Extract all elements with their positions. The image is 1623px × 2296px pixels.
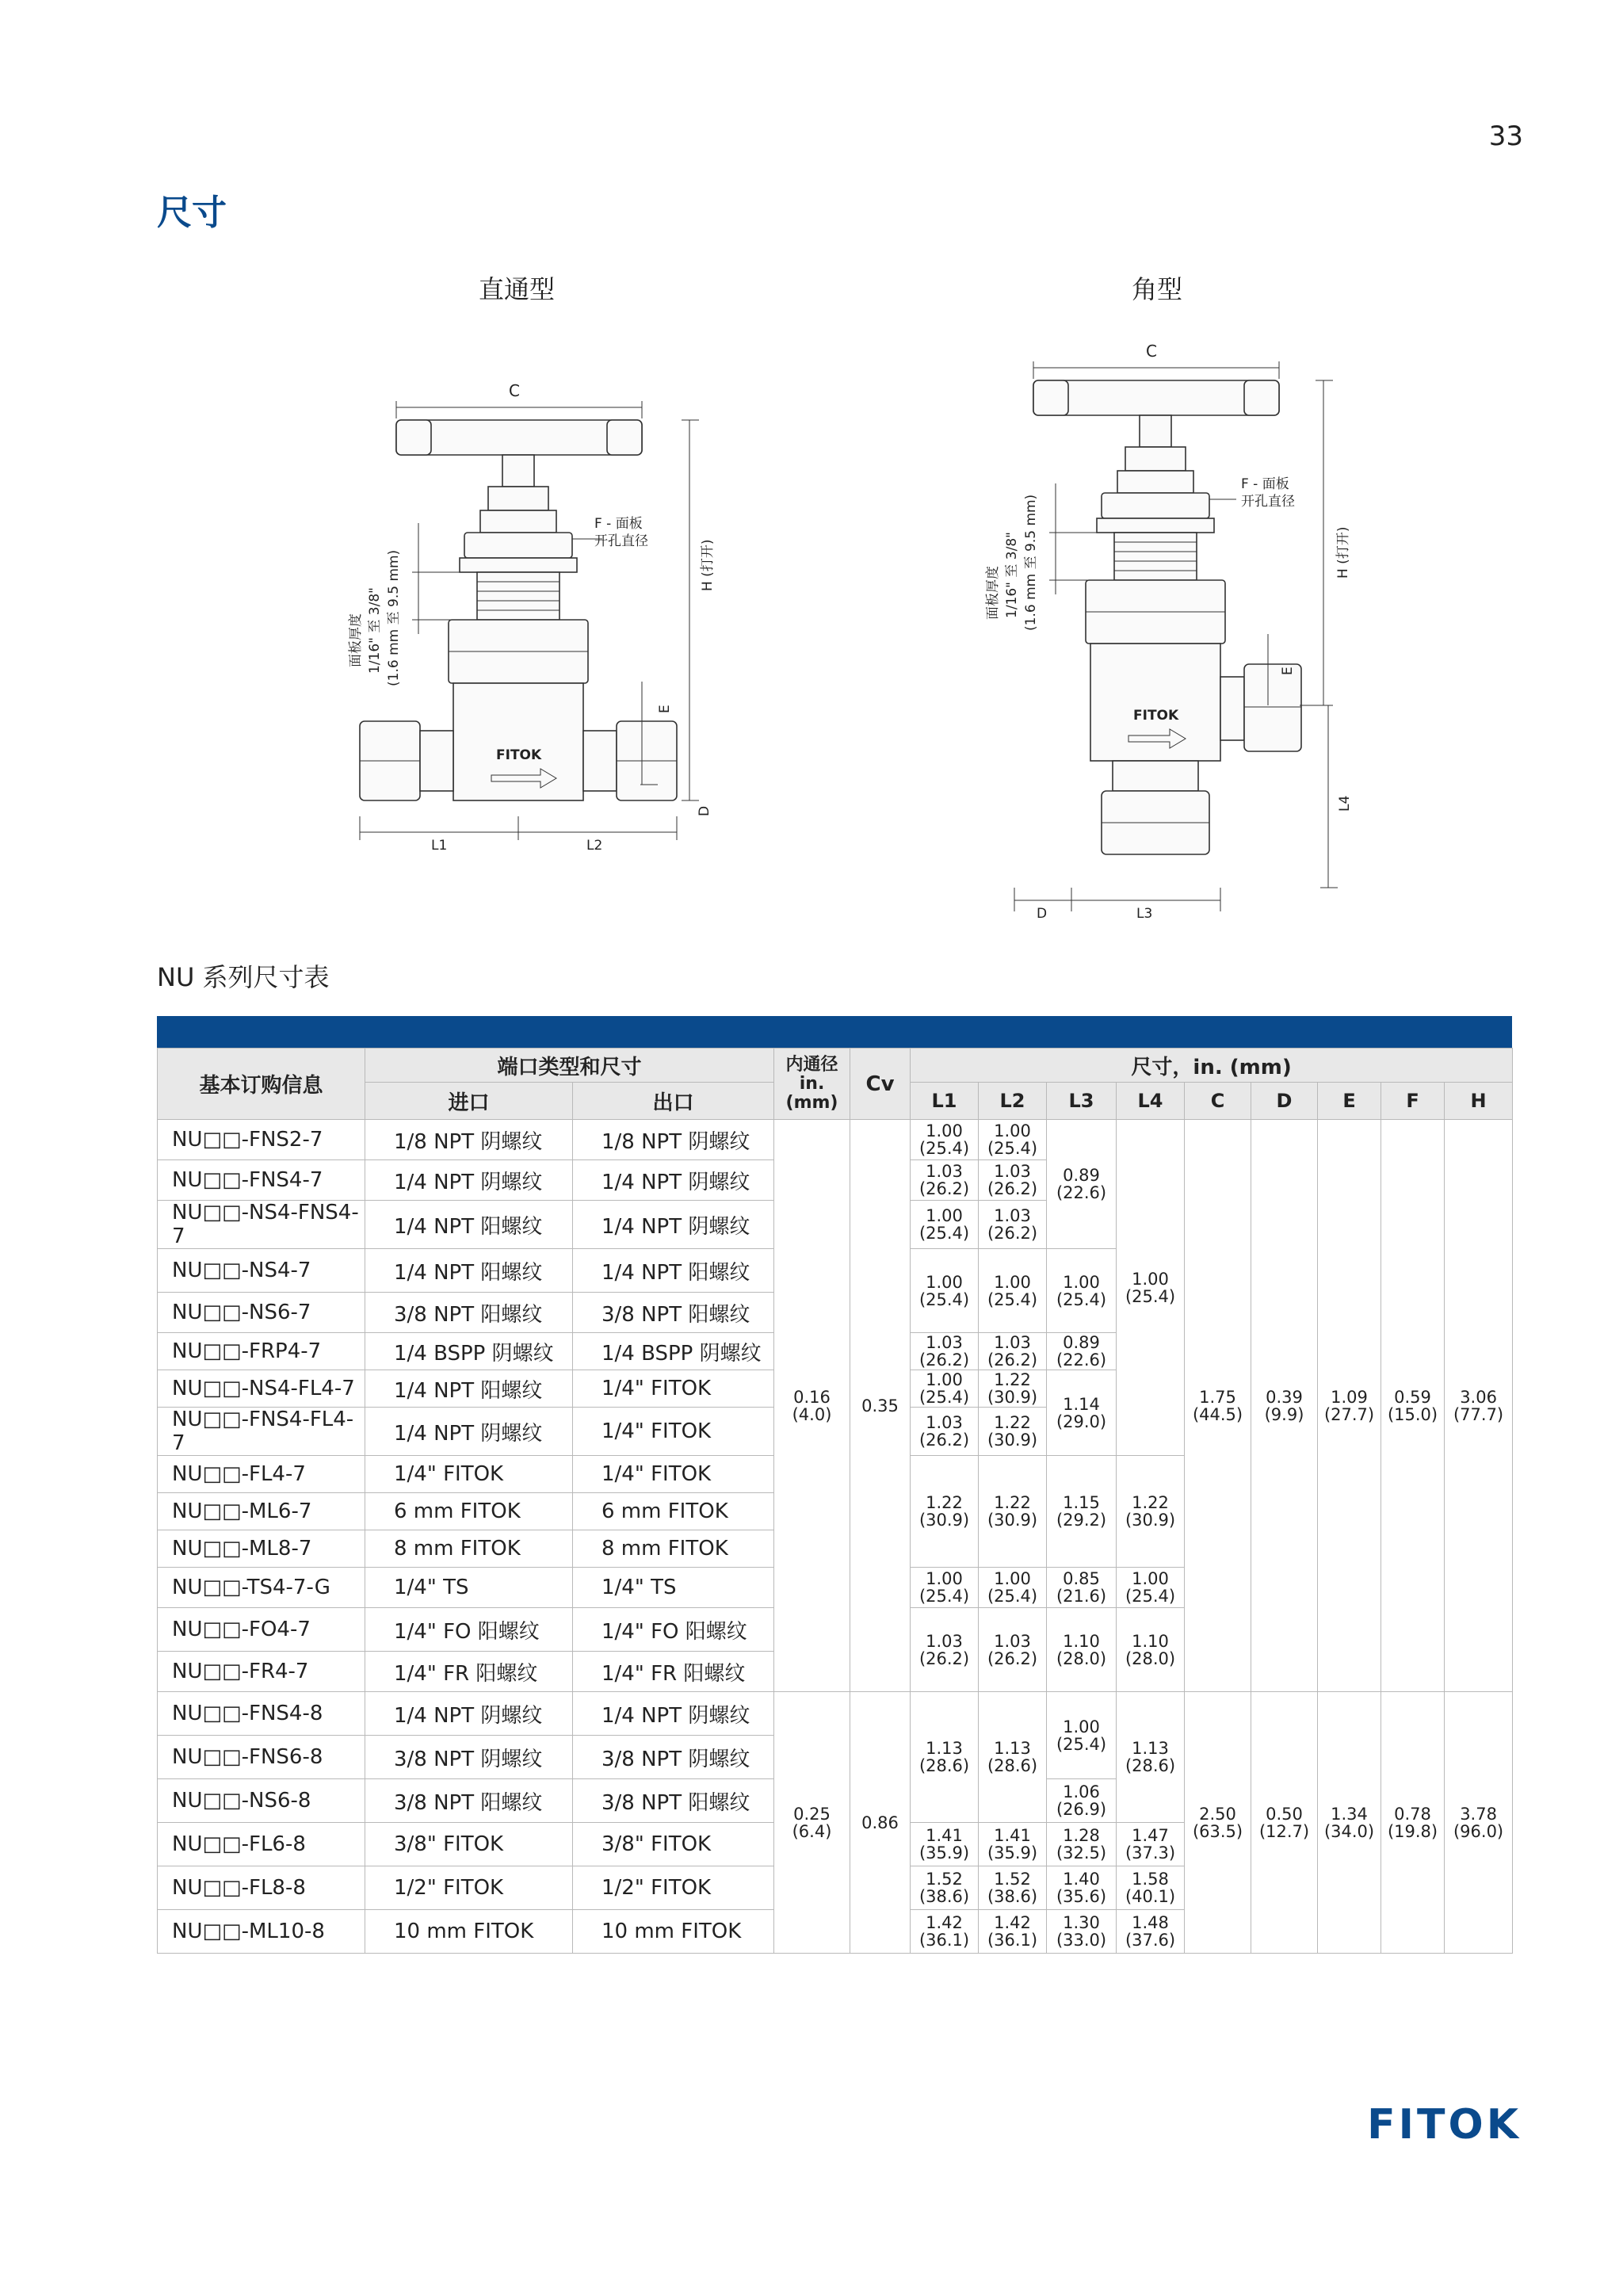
dim-h: H (打开) (1335, 526, 1351, 579)
cell-inlet: 10 mm FITOK (365, 1910, 573, 1954)
l2-in: 1.03 (994, 1206, 1031, 1225)
l2-mm: (35.9) (987, 1843, 1038, 1862)
l1-mm: (28.6) (918, 1756, 970, 1775)
cell-order: NU□□-FR4-7 (158, 1652, 365, 1692)
panel-thickness-line2: 1/16" 至 3/8" (367, 587, 383, 674)
cell-l2 (979, 1823, 1047, 1866)
cell-l4 (1117, 1608, 1185, 1692)
cell-l3 (1047, 1249, 1117, 1333)
cell-d-g7 (1251, 1120, 1318, 1692)
cell-l2 (979, 1692, 1047, 1823)
l4-in: 1.00 (1132, 1569, 1169, 1588)
cell-order: NU□□-NS4-FL4-7 (158, 1370, 365, 1408)
header-orifice (774, 1049, 850, 1120)
l4-mm: (25.4) (1125, 1286, 1176, 1306)
panel-thickness-line1: 面板厚度 (348, 613, 364, 667)
l2-mm: (26.2) (987, 1648, 1038, 1668)
l1-in: 1.00 (926, 1370, 963, 1389)
body-brand: FITOK (496, 747, 542, 763)
f-mm: (15.0) (1387, 1404, 1438, 1424)
straight-diagram-title: 直通型 (479, 274, 556, 304)
header-e: E (1318, 1083, 1381, 1120)
l2-mm: (36.1) (987, 1931, 1038, 1950)
l4-in: 1.13 (1132, 1739, 1169, 1758)
cell-inlet: 6 mm FITOK (365, 1493, 573, 1530)
cell-l1 (911, 1866, 979, 1910)
cell-l3 (1047, 1456, 1117, 1568)
l3-mm: (21.6) (1056, 1587, 1107, 1606)
cell-inlet: 1/4" FITOK (365, 1456, 573, 1493)
cell-l4 (1117, 1456, 1185, 1568)
cell-orifice-g8 (774, 1692, 850, 1954)
cell-outlet: 1/4 NPT 阴螺纹 (573, 1201, 774, 1249)
cell-l2 (979, 1866, 1047, 1910)
c-mm: (63.5) (1192, 1821, 1243, 1841)
cell-outlet: 1/4" TS (573, 1568, 774, 1608)
cell-e-g8 (1318, 1692, 1381, 1954)
cell-outlet: 6 mm FITOK (573, 1493, 774, 1530)
l2-mm: (38.6) (987, 1887, 1038, 1906)
cell-h-g8 (1445, 1692, 1513, 1954)
l2-mm: (30.9) (987, 1388, 1038, 1407)
l1-in: 1.03 (926, 1162, 963, 1181)
cell-l4 (1117, 1120, 1185, 1456)
dim-e: E (657, 705, 673, 713)
cell-l4 (1117, 1568, 1185, 1608)
l3-in: 0.85 (1063, 1569, 1100, 1588)
cell-l3 (1047, 1823, 1117, 1866)
l2-in: 1.00 (994, 1272, 1031, 1292)
l2-in: 1.42 (994, 1913, 1031, 1932)
cell-l1 (911, 1370, 979, 1408)
l3-mm: (22.6) (1056, 1350, 1107, 1370)
l3-mm: (35.6) (1056, 1887, 1107, 1906)
cell-order: NU□□-FL8-8 (158, 1866, 365, 1910)
h-mm: (96.0) (1453, 1821, 1504, 1841)
l2-mm: (30.9) (987, 1511, 1038, 1530)
l4-mm: (28.0) (1125, 1648, 1176, 1668)
cell-l1 (911, 1249, 979, 1333)
cell-l1 (911, 1201, 979, 1249)
cell-outlet: 3/8" FITOK (573, 1823, 774, 1866)
l3-in: 1.00 (1063, 1272, 1100, 1292)
cell-outlet: 1/4" FO 阳螺纹 (573, 1608, 774, 1652)
angle-valve-diagram (983, 333, 1363, 919)
l1-in: 1.00 (926, 1121, 963, 1140)
header-port: 端口类型和尺寸 (365, 1049, 774, 1083)
l1-mm: (36.1) (918, 1931, 970, 1950)
dimension-table-container (157, 1016, 1512, 1954)
l2-mm: (25.4) (987, 1587, 1038, 1606)
l2-mm: (26.2) (987, 1350, 1038, 1370)
cell-order: NU□□-ML6-7 (158, 1493, 365, 1530)
l1-in: 1.22 (926, 1493, 963, 1512)
orifice-mm: (4.0) (792, 1404, 832, 1424)
l1-in: 1.00 (926, 1206, 963, 1225)
l3-mm: (29.2) (1056, 1511, 1107, 1530)
l1-mm: (25.4) (918, 1289, 970, 1309)
cell-inlet: 1/4 NPT 阳螺纹 (365, 1201, 573, 1249)
header-l4: L4 (1117, 1083, 1185, 1120)
l3-mm: (32.5) (1056, 1843, 1107, 1862)
l4-in: 1.00 (1132, 1269, 1169, 1289)
l4-in: 1.48 (1132, 1913, 1169, 1932)
l3-in: 1.28 (1063, 1826, 1100, 1845)
e-mm: (34.0) (1323, 1821, 1375, 1841)
table-row (158, 1692, 1513, 1736)
cell-l1 (911, 1408, 979, 1456)
cell-inlet: 3/8 NPT 阴螺纹 (365, 1736, 573, 1779)
cell-order: NU□□-FNS4-FL4-7 (158, 1408, 365, 1456)
cell-l2 (979, 1333, 1047, 1370)
cell-outlet: 3/8 NPT 阴螺纹 (573, 1736, 774, 1779)
cell-inlet: 1/4 NPT 阴螺纹 (365, 1408, 573, 1456)
cell-order: NU□□-NS6-8 (158, 1779, 365, 1823)
l3-mm: (28.0) (1056, 1648, 1107, 1668)
cell-cv-g7: 0.35 (850, 1120, 911, 1692)
cell-l1 (911, 1910, 979, 1954)
l3-in: 1.40 (1063, 1870, 1100, 1889)
cell-d-g8 (1251, 1692, 1318, 1954)
l1-in: 1.03 (926, 1631, 963, 1651)
l2-mm: (26.2) (987, 1179, 1038, 1198)
header-h: H (1445, 1083, 1513, 1120)
l3-in: 1.15 (1063, 1493, 1100, 1512)
l1-in: 1.52 (926, 1870, 963, 1889)
cell-l1 (911, 1160, 979, 1201)
l1-mm: (26.2) (918, 1350, 970, 1370)
cell-inlet: 1/4 NPT 阴螺纹 (365, 1160, 573, 1201)
angle-diagram-title: 角型 (1132, 274, 1183, 304)
header-inlet: 进口 (365, 1083, 573, 1120)
l2-mm: (26.2) (987, 1224, 1038, 1243)
cell-f-g8 (1381, 1692, 1445, 1954)
cell-c-g7 (1185, 1120, 1251, 1692)
body-brand: FITOK (1133, 708, 1179, 724)
cell-outlet: 1/4" FR 阳螺纹 (573, 1652, 774, 1692)
cell-l3 (1047, 1608, 1117, 1692)
cell-order: NU□□-ML10-8 (158, 1910, 365, 1954)
header-orifice-line1: 内通径 (785, 1054, 838, 1075)
dim-c: C (1146, 342, 1157, 361)
l1-mm: (38.6) (918, 1887, 970, 1906)
cell-outlet: 3/8 NPT 阳螺纹 (573, 1293, 774, 1333)
cell-l2 (979, 1408, 1047, 1456)
cell-outlet: 1/4" FITOK (573, 1456, 774, 1493)
dim-l2: L2 (586, 838, 603, 854)
l4-mm: (37.3) (1125, 1843, 1176, 1862)
l1-in: 1.03 (926, 1413, 963, 1432)
cell-inlet: 8 mm FITOK (365, 1530, 573, 1568)
cell-outlet: 1/4 NPT 阳螺纹 (573, 1249, 774, 1293)
table-title: NU 系列尺寸表 (157, 962, 330, 992)
header-dims: 尺寸，in. (mm) (911, 1049, 1513, 1083)
cell-inlet: 1/4 NPT 阳螺纹 (365, 1370, 573, 1408)
cell-l2 (979, 1608, 1047, 1692)
cell-order: NU□□-TS4-7-G (158, 1568, 365, 1608)
l2-mm: (25.4) (987, 1289, 1038, 1309)
cell-order: NU□□-FNS6-8 (158, 1736, 365, 1779)
cell-h-g7 (1445, 1120, 1513, 1692)
cell-e-g7 (1318, 1120, 1381, 1692)
cell-l2 (979, 1568, 1047, 1608)
label-f-line1: F - 面板 (1241, 476, 1289, 492)
cell-l4 (1117, 1910, 1185, 1954)
f-in: 0.78 (1394, 1804, 1431, 1824)
cell-inlet: 1/4 BSPP 阴螺纹 (365, 1333, 573, 1370)
l3-mm: (22.6) (1056, 1183, 1107, 1202)
l3-in: 1.14 (1063, 1394, 1100, 1414)
l1-mm: (26.2) (918, 1648, 970, 1668)
c-in: 2.50 (1199, 1804, 1236, 1824)
cell-l3 (1047, 1910, 1117, 1954)
l2-in: 1.41 (994, 1826, 1031, 1845)
cell-inlet: 1/4" FO 阳螺纹 (365, 1608, 573, 1652)
fitok-logo: FITOK (1367, 2101, 1522, 2149)
cell-l1 (911, 1823, 979, 1866)
cell-inlet: 3/8 NPT 阳螺纹 (365, 1779, 573, 1823)
l2-mm: (25.4) (987, 1139, 1038, 1158)
l3-in: 1.30 (1063, 1913, 1100, 1932)
orifice-in: 0.25 (793, 1804, 831, 1824)
f-mm: (19.8) (1387, 1821, 1438, 1841)
h-in: 3.06 (1460, 1387, 1497, 1407)
l3-mm: (29.0) (1056, 1412, 1107, 1431)
cell-outlet: 1/4 BSPP 阴螺纹 (573, 1333, 774, 1370)
dim-l1: L1 (431, 838, 448, 854)
f-in: 0.59 (1394, 1387, 1431, 1407)
cell-outlet: 1/4 NPT 阴螺纹 (573, 1692, 774, 1736)
header-l3: L3 (1047, 1083, 1117, 1120)
cell-order: NU□□-FO4-7 (158, 1608, 365, 1652)
h-mm: (77.7) (1453, 1404, 1504, 1424)
l2-in: 1.00 (994, 1569, 1031, 1588)
cell-inlet: 1/4" FR 阳螺纹 (365, 1652, 573, 1692)
l1-mm: (30.9) (918, 1511, 970, 1530)
orifice-mm: (6.4) (792, 1821, 832, 1841)
l2-mm: (30.9) (987, 1431, 1038, 1450)
l3-in: 0.89 (1063, 1333, 1100, 1352)
cell-l1 (911, 1120, 979, 1160)
d-in: 0.50 (1266, 1804, 1303, 1824)
label-f-line2: 开孔直径 (1241, 494, 1295, 510)
cell-l2 (979, 1201, 1047, 1249)
l3-in: 0.89 (1063, 1166, 1100, 1185)
d-mm: (12.7) (1258, 1821, 1310, 1841)
l2-in: 1.03 (994, 1333, 1031, 1352)
l1-mm: (25.4) (918, 1388, 970, 1407)
l2-mm: (28.6) (987, 1756, 1038, 1775)
cell-l3 (1047, 1120, 1117, 1249)
page-number: 33 (1488, 120, 1523, 152)
l2-in: 1.22 (994, 1493, 1031, 1512)
cell-order: NU□□-FNS4-8 (158, 1692, 365, 1736)
l1-in: 1.00 (926, 1272, 963, 1292)
cell-orifice-g7 (774, 1120, 850, 1692)
l2-in: 1.03 (994, 1162, 1031, 1181)
cell-l3 (1047, 1692, 1117, 1779)
cell-l3 (1047, 1370, 1117, 1456)
d-mm: (9.9) (1264, 1404, 1304, 1424)
l2-in: 1.13 (994, 1739, 1031, 1758)
cell-cv-g8: 0.86 (850, 1692, 911, 1954)
cell-l3 (1047, 1779, 1117, 1823)
cell-l1 (911, 1456, 979, 1568)
l1-mm: (35.9) (918, 1843, 970, 1862)
cell-l2 (979, 1160, 1047, 1201)
cell-l1 (911, 1608, 979, 1692)
l4-mm: (40.1) (1125, 1887, 1176, 1906)
cell-order: NU□□-FRP4-7 (158, 1333, 365, 1370)
l4-mm: (25.4) (1125, 1587, 1176, 1606)
cell-outlet: 1/8 NPT 阴螺纹 (573, 1120, 774, 1160)
l1-in: 1.13 (926, 1739, 963, 1758)
l4-in: 1.10 (1132, 1631, 1169, 1651)
dim-e: E (1280, 667, 1296, 675)
section-title: 尺寸 (157, 193, 227, 233)
cell-l3 (1047, 1866, 1117, 1910)
header-cv: Cv (850, 1049, 911, 1120)
cell-outlet: 1/4 NPT 阴螺纹 (573, 1160, 774, 1201)
cell-order: NU□□-NS4-7 (158, 1249, 365, 1293)
l3-mm: (25.4) (1056, 1734, 1107, 1754)
l1-mm: (25.4) (918, 1139, 970, 1158)
l4-mm: (30.9) (1125, 1511, 1176, 1530)
l1-in: 1.41 (926, 1826, 963, 1845)
l4-mm: (28.6) (1125, 1756, 1176, 1775)
cell-l4 (1117, 1692, 1185, 1823)
l2-in: 1.22 (994, 1370, 1031, 1389)
l3-in: 1.00 (1063, 1717, 1100, 1736)
dimension-table (157, 1048, 1513, 1954)
header-order: 基本订购信息 (158, 1049, 365, 1120)
cell-order: NU□□-FL4-7 (158, 1456, 365, 1493)
cell-outlet: 1/2" FITOK (573, 1866, 774, 1910)
cell-inlet: 1/4" TS (365, 1568, 573, 1608)
dim-d: D (697, 805, 712, 816)
header-orifice-line2: in.(mm) (785, 1073, 838, 1113)
l4-in: 1.22 (1132, 1493, 1169, 1512)
cell-l4 (1117, 1866, 1185, 1910)
cell-l3 (1047, 1568, 1117, 1608)
table-header-bar (157, 1016, 1512, 1048)
cell-l2 (979, 1249, 1047, 1333)
l1-in: 1.03 (926, 1333, 963, 1352)
cell-f-g7 (1381, 1120, 1445, 1692)
cell-outlet: 8 mm FITOK (573, 1530, 774, 1568)
cell-l1 (911, 1333, 979, 1370)
l2-in: 1.52 (994, 1870, 1031, 1889)
cell-order: NU□□-FL6-8 (158, 1823, 365, 1866)
cell-l3 (1047, 1333, 1117, 1370)
cell-l2 (979, 1370, 1047, 1408)
l3-mm: (26.9) (1056, 1800, 1107, 1819)
header-outlet: 出口 (573, 1083, 774, 1120)
label-f-line1: F - 面板 (594, 516, 643, 532)
cell-l1 (911, 1568, 979, 1608)
l4-in: 1.47 (1132, 1826, 1169, 1845)
cell-l2 (979, 1910, 1047, 1954)
l4-in: 1.58 (1132, 1870, 1169, 1889)
cell-c-g8 (1185, 1692, 1251, 1954)
dim-d: D (1037, 906, 1048, 919)
l3-mm: (33.0) (1056, 1931, 1107, 1950)
cell-outlet: 1/4" FITOK (573, 1408, 774, 1456)
cell-inlet: 3/8" FITOK (365, 1823, 573, 1866)
panel-thickness-line3: (1.6 mm 至 9.5 mm) (1023, 494, 1039, 631)
l2-in: 1.00 (994, 1121, 1031, 1140)
e-mm: (27.7) (1323, 1404, 1375, 1424)
cell-order: NU□□-NS4-FNS4-7 (158, 1201, 365, 1249)
l1-mm: (26.2) (918, 1179, 970, 1198)
e-in: 1.09 (1331, 1387, 1368, 1407)
header-l1: L1 (911, 1083, 979, 1120)
c-mm: (44.5) (1192, 1404, 1243, 1424)
cell-inlet: 3/8 NPT 阳螺纹 (365, 1293, 573, 1333)
cell-l2 (979, 1456, 1047, 1568)
dim-l3: L3 (1136, 906, 1153, 919)
label-f-line2: 开孔直径 (594, 533, 648, 549)
l2-in: 1.22 (994, 1413, 1031, 1432)
l3-mm: (25.4) (1056, 1289, 1107, 1309)
e-in: 1.34 (1331, 1804, 1368, 1824)
dim-l4: L4 (1337, 795, 1353, 812)
cell-outlet: 1/4" FITOK (573, 1370, 774, 1408)
cell-inlet: 1/2" FITOK (365, 1866, 573, 1910)
l1-mm: (25.4) (918, 1587, 970, 1606)
header-f: F (1381, 1083, 1445, 1120)
l4-mm: (37.6) (1125, 1931, 1176, 1950)
straight-valve-diagram (333, 372, 745, 864)
cell-order: NU□□-FNS4-7 (158, 1160, 365, 1201)
cell-outlet: 10 mm FITOK (573, 1910, 774, 1954)
cell-l4 (1117, 1823, 1185, 1866)
orifice-in: 0.16 (793, 1387, 831, 1407)
header-d: D (1251, 1083, 1318, 1120)
l1-in: 1.42 (926, 1913, 963, 1932)
l3-in: 1.06 (1063, 1782, 1100, 1801)
dim-c: C (509, 381, 520, 400)
l2-in: 1.03 (994, 1631, 1031, 1651)
table-row (158, 1120, 1513, 1160)
dim-h: H (打开) (700, 539, 716, 591)
l1-in: 1.00 (926, 1569, 963, 1588)
panel-thickness-line3: (1.6 mm 至 9.5 mm) (386, 549, 402, 686)
c-in: 1.75 (1199, 1387, 1236, 1407)
cell-outlet: 3/8 NPT 阳螺纹 (573, 1779, 774, 1823)
cell-inlet: 1/4 NPT 阳螺纹 (365, 1249, 573, 1293)
cell-l2 (979, 1120, 1047, 1160)
l1-mm: (25.4) (918, 1224, 970, 1243)
l3-in: 1.10 (1063, 1631, 1100, 1651)
d-in: 0.39 (1266, 1387, 1303, 1407)
cell-order: NU□□-FNS2-7 (158, 1120, 365, 1160)
cell-order: NU□□-NS6-7 (158, 1293, 365, 1333)
header-l2: L2 (979, 1083, 1047, 1120)
panel-thickness-line2: 1/16" 至 3/8" (1004, 532, 1020, 618)
cell-inlet: 1/8 NPT 阴螺纹 (365, 1120, 573, 1160)
cell-order: NU□□-ML8-7 (158, 1530, 365, 1568)
cell-l1 (911, 1692, 979, 1823)
panel-thickness-line1: 面板厚度 (985, 566, 1001, 620)
l1-mm: (26.2) (918, 1431, 970, 1450)
h-in: 3.78 (1460, 1804, 1497, 1824)
handle (396, 420, 642, 455)
cell-inlet: 1/4 NPT 阴螺纹 (365, 1692, 573, 1736)
header-c: C (1185, 1083, 1251, 1120)
